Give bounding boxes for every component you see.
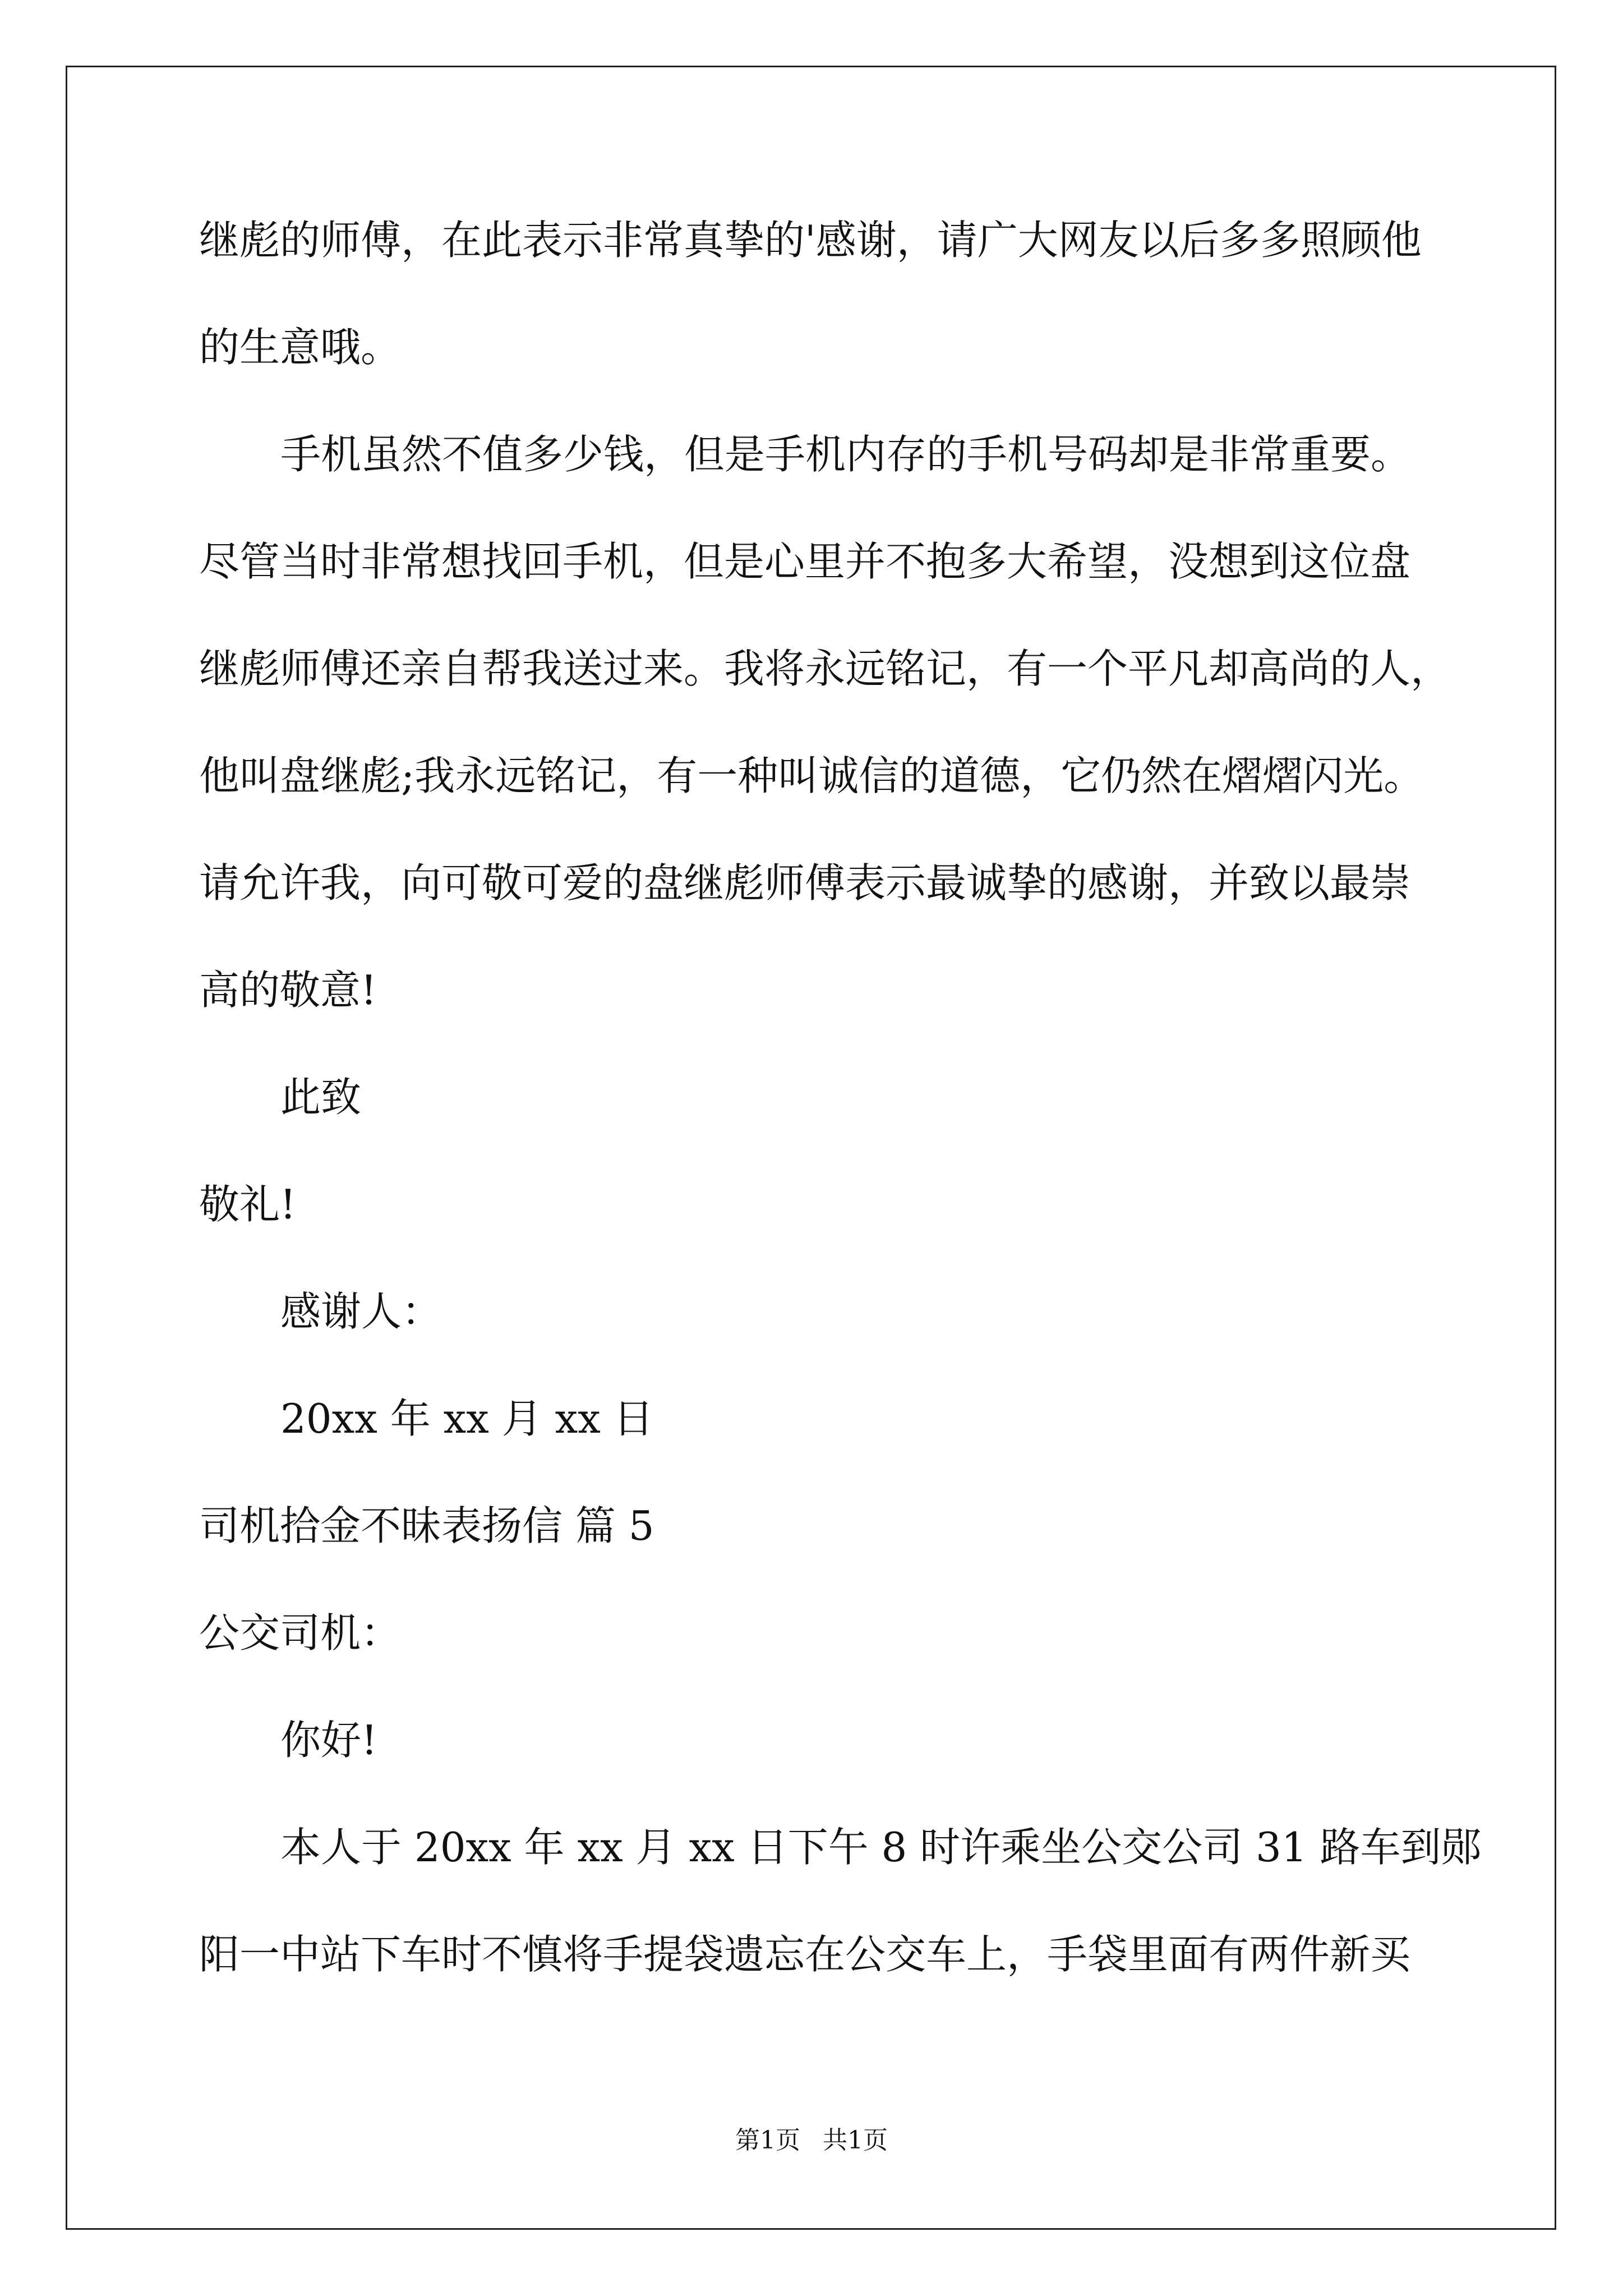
paragraph-line: 阳一中站下车时不慎将手提袋遗忘在公交车上，手袋里面有两件新买 <box>199 1931 1411 1978</box>
signature-label: 感谢人： <box>280 1288 442 1335</box>
paragraph-line: 继彪的师傅，在此表示非常真挚的'感谢，请广大网友以后多多照顾他 <box>199 217 1422 264</box>
section-heading: 司机拾金不昧表扬信 篇 5 <box>199 1502 654 1549</box>
paragraph-line: 他叫盘继彪;我永远铭记，有一种叫诚信的道德，它仍然在熠熠闪光。 <box>199 752 1424 799</box>
paragraph-line: 高的敬意! <box>199 967 377 1014</box>
closing-salutation: 此致 <box>280 1074 362 1121</box>
closing-regards: 敬礼! <box>199 1181 296 1228</box>
paragraph-line: 继彪师傅还亲自帮我送过来。我将永远铭记，有一个平凡却高尚的人， <box>199 645 1451 692</box>
greeting-line: 你好! <box>280 1717 377 1764</box>
paragraph-line: 尽管当时非常想找回手机，但是心里并不抱多大希望，没想到这位盘 <box>199 538 1411 585</box>
paragraph-line: 手机虽然不值多少钱，但是手机内存的手机号码却是非常重要。 <box>280 431 1412 478</box>
date-line: 20xx 年 xx 月 xx 日 <box>280 1395 654 1442</box>
paragraph-line: 本人于 20xx 年 xx 月 xx 日下午 8 时许乘坐公交公司 31 路车到郧 <box>280 1824 1482 1871</box>
page-total: 共1页 <box>823 2126 888 2155</box>
paragraph-line: 的生意哦。 <box>199 324 402 371</box>
paragraph-line: 请允许我，向可敬可爱的盘继彪师傅表示最诚挚的感谢，并致以最崇 <box>199 859 1411 907</box>
document-body <box>199 213 1482 2035</box>
page-number: 第1页 <box>735 2126 800 2155</box>
recipient-line: 公交司机： <box>199 1609 402 1657</box>
page-footer <box>0 2125 1623 2156</box>
